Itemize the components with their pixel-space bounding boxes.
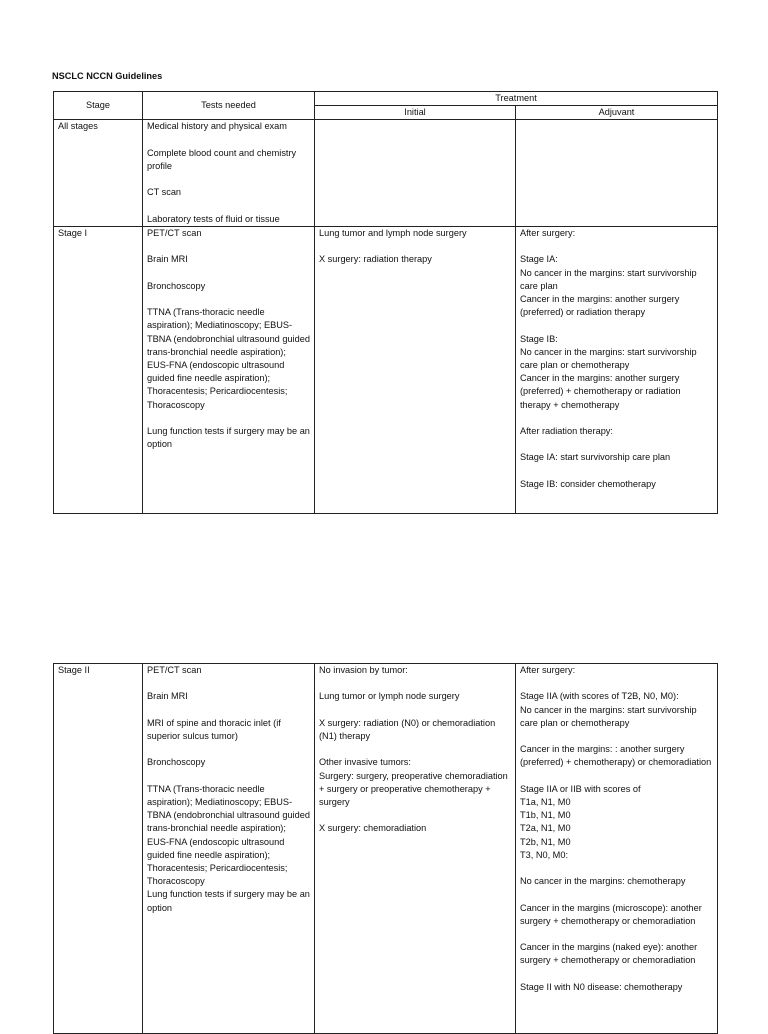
header-tests-needed: Tests needed bbox=[143, 92, 315, 120]
tests-cell: Medical history and physical exam Complete blood count and chemistry profile CT scan Laboratory tests of fluid or tissue bbox=[143, 120, 315, 227]
guidelines-table-1 bbox=[53, 91, 718, 514]
guidelines-table-2 bbox=[53, 663, 718, 1034]
initial-cell: No invasion by tumor: Lung tumor or lymph node surgery X surgery: radiation (N0) or chemoradiation (N1) therapy Other invasive tumors: Surgery: surgery, preoperative chemoradiation + surgery or preoperative chemotherapy + surgery X surgery: chemoradiation bbox=[315, 664, 516, 1034]
header-initial: Initial bbox=[315, 106, 516, 120]
stage-cell: Stage II bbox=[54, 664, 143, 1034]
stage-cell: Stage I bbox=[54, 226, 143, 513]
document-title: NSCLC NCCN Guidelines bbox=[52, 71, 163, 81]
table-row bbox=[54, 226, 718, 513]
tests-cell: PET/CT scan Brain MRI MRI of spine and thoracic inlet (if superior sulcus tumor) Bronchoscopy TTNA (Trans-thoracic needle aspiration); Mediatinoscopy; EBUS-TBNA (endobronchial ultrasound guided trans-bronchial needle aspiration); EUS-FNA (endoscopic ultrasound guided fine needle aspiration); Thoracentesis; Pericardiocentesis; Thoracoscopy Lung function tests if surgery may be an option bbox=[143, 664, 315, 1034]
stage-cell: All stages bbox=[54, 120, 143, 227]
header-treatment: Treatment bbox=[315, 92, 718, 106]
initial-cell: Lung tumor and lymph node surgery X surgery: radiation therapy bbox=[315, 226, 516, 513]
adjuvant-cell: After surgery: Stage IIA (with scores of T2B, N0, M0): No cancer in the margins: start survivorship care plan or chemotherapy Cancer in the margins: : another surgery (preferred) + chemotherapy) or chemoradiation Stage IIA or IIB with scores of T1a, N1, M0 T1b, N1, M0 T2a, N1, M0 T2b, N1, M0 T3, N0, M0: No cancer in the margins: chemotherapy Cancer in the margins (microscope): another surgery + chemotherapy or chemoradiation Cancer in the margins (naked eye): another surgery + chemotherapy or chemoradiation Stage II with N0 disease: chemotherapy bbox=[516, 664, 718, 1034]
header-adjuvant: Adjuvant bbox=[516, 106, 718, 120]
table-row bbox=[54, 664, 718, 1034]
initial-cell bbox=[315, 120, 516, 227]
adjuvant-cell: After surgery: Stage IA: No cancer in the margins: start survivorship care plan Cancer in the margins: another surgery (preferred) or radiation therapy Stage IB: No cancer in the margins: start survivorship care plan or chemotherapy Cancer in the margins: another surgery (preferred) + chemotherapy or radiation therapy + chemotherapy After radiation therapy: Stage IA: start survivorship care plan Stage IB: consider chemotherapy bbox=[516, 226, 718, 513]
header-stage: Stage bbox=[54, 92, 143, 120]
tests-cell: PET/CT scan Brain MRI Bronchoscopy TTNA (Trans-thoracic needle aspiration); Mediatinoscopy; EBUS-TBNA (endobronchial ultrasound guided trans-bronchial needle aspiration); EUS-FNA (endoscopic ultrasound guided fine needle aspiration); Thoracentesis; Pericardiocentesis; Thoracoscopy Lung function tests if surgery may be an option bbox=[143, 226, 315, 513]
table-row bbox=[54, 120, 718, 227]
adjuvant-cell bbox=[516, 120, 718, 227]
